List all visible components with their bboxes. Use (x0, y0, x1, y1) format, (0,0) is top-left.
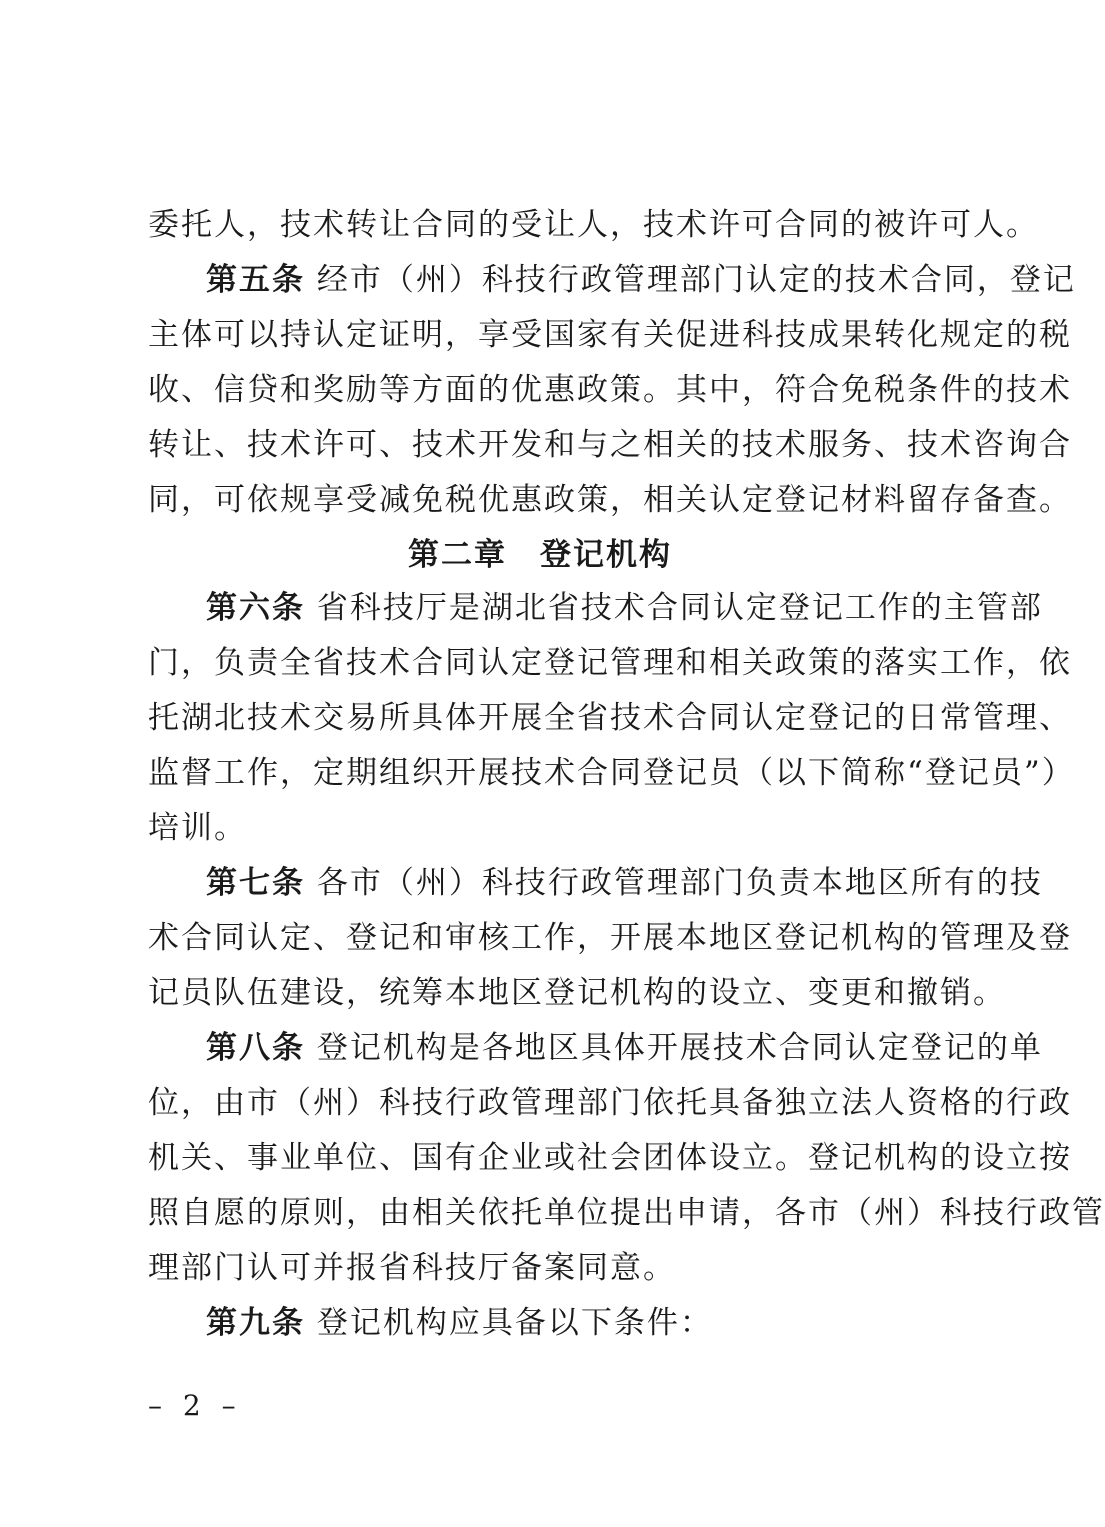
article-8-text: 登记机构是各地区具体开展技术合同认定登记的单 (316, 1030, 1043, 1066)
article-7-label: 第七条 (206, 865, 305, 901)
article-5-label: 第五条 (206, 262, 305, 298)
text-line: 监督工作，定期组织开展技术合同登记员（以下简称“登记员”） (148, 755, 1075, 791)
article-7-first-line (206, 863, 1043, 903)
text-line: 转让、技术许可、技术开发和与之相关的技术服务、技术咨询合 (148, 427, 1072, 463)
text-line: 照自愿的原则，由相关依托单位提出申请，各市（州）科技行政管 (148, 1195, 1105, 1231)
text-line: 同，可依规享受减免税优惠政策，相关认定登记材料留存备查。 (148, 482, 1072, 518)
article-6-first-line (206, 588, 1043, 628)
article-8-first-line (206, 1028, 1043, 1068)
article-9-text: 登记机构应具备以下条件： (316, 1305, 713, 1341)
article-6-label: 第六条 (206, 590, 305, 626)
page-number: – 2 – (148, 1389, 242, 1422)
text-line: 培训。 (148, 810, 247, 846)
text-line: 位，由市（州）科技行政管理部门依托具备独立法人资格的行政 (148, 1085, 1072, 1121)
article-9-label: 第九条 (206, 1305, 305, 1341)
text-line: 记员队伍建设，统筹本地区登记机构的设立、变更和撤销。 (148, 975, 1006, 1011)
chapter-title: 第二章 登记机构 (408, 537, 672, 573)
text-line: 收、信贷和奖励等方面的优惠政策。其中，符合免税条件的技术 (148, 372, 1072, 408)
text-line: 委托人，技术转让合同的受让人，技术许可合同的被许可人。 (148, 207, 1039, 243)
text-line: 机关、事业单位、国有企业或社会团体设立。登记机构的设立按 (148, 1140, 1072, 1176)
article-8-label: 第八条 (206, 1030, 305, 1066)
text-line: 托湖北技术交易所具体开展全省技术合同认定登记的日常管理、 (148, 700, 1072, 736)
article-5-text: 经市（州）科技行政管理部门认定的技术合同，登记 (316, 262, 1076, 298)
article-7-text: 各市（州）科技行政管理部门负责本地区所有的技 (316, 865, 1043, 901)
text-line: 术合同认定、登记和审核工作，开展本地区登记机构的管理及登 (148, 920, 1072, 956)
text-line: 门，负责全省技术合同认定登记管理和相关政策的落实工作，依 (148, 645, 1072, 681)
article-5-first-line (206, 260, 1076, 300)
text-line: 主体可以持认定证明，享受国家有关促进科技成果转化规定的税 (148, 317, 1072, 353)
text-line: 理部门认可并报省科技厅备案同意。 (148, 1250, 676, 1286)
article-9-first-line (206, 1303, 948, 1343)
article-6-text: 省科技厅是湖北省技术合同认定登记工作的主管部 (316, 590, 1043, 626)
